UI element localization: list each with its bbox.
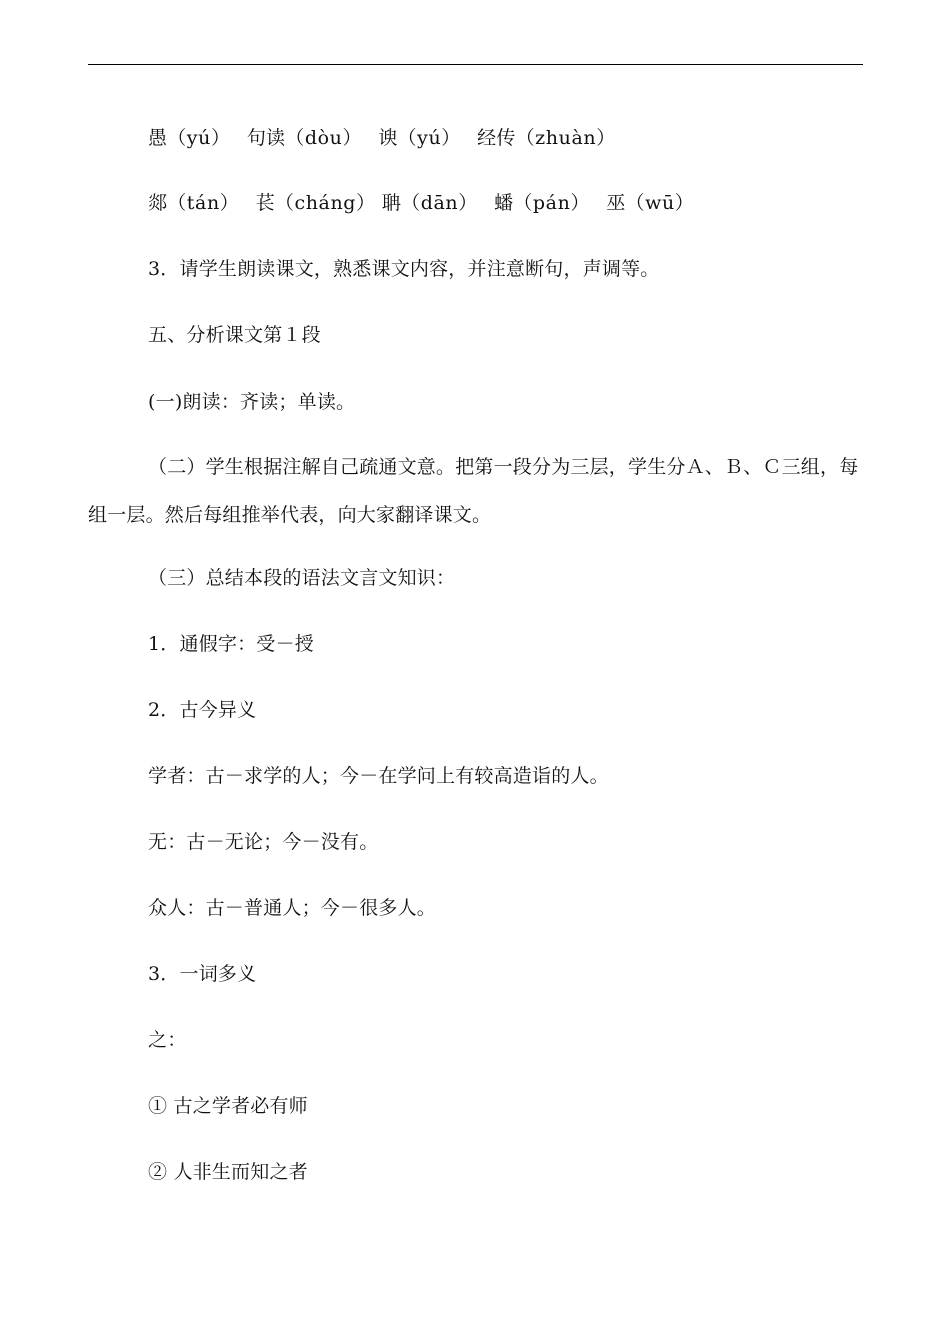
pinyin-item: 愚（yú）: [148, 127, 231, 149]
item-2-heading: 2．古今异义: [148, 699, 257, 721]
section-5-heading: 五、分析课文第１段: [148, 324, 321, 346]
pinyin-item: 郯（tán）: [148, 192, 240, 214]
part-3-heading: （三）总结本段的语法文言文知识：: [148, 567, 456, 589]
header-rule: [88, 64, 863, 65]
gujin-line-2: 无：古－无论；今－没有。: [148, 831, 379, 853]
part-2-paragraph: （二）学生根据注解自己疏通文意。把第一段分为三层，学生分Ａ、Ｂ、Ｃ三组，每组一层。然后每组推举代表，向大家翻译课文。: [88, 456, 859, 526]
item-1-text: 1．通假字：受－授: [148, 633, 314, 655]
gujin-line-3: 众人：古－普通人；今－很多人。: [148, 897, 437, 919]
zhi-example-2: ② 人非生而知之者: [148, 1161, 308, 1183]
pinyin-item: 经传（zhuàn）: [477, 127, 616, 149]
zhi-label: 之：: [148, 1029, 187, 1051]
pinyin-item: 句读（dòu）: [246, 127, 363, 149]
item-3-heading: 3．一词多义: [148, 963, 257, 985]
pinyin-item: 聃（dān）: [381, 192, 478, 214]
step-3-text: 3．请学生朗读课文，熟悉课文内容，并注意断句，声调等。: [148, 258, 660, 280]
part-1-text: (一)朗读：齐读；单读。: [148, 391, 356, 413]
pinyin-line-2: [148, 191, 694, 215]
zhi-example-1: ① 古之学者必有师: [148, 1095, 308, 1117]
pinyin-item: 巫（wū）: [606, 192, 695, 214]
gujin-line-1: 学者：古－求学的人；今－在学问上有较高造诣的人。: [148, 765, 609, 787]
pinyin-line-1: [148, 126, 616, 150]
pinyin-item: 苌（cháng）: [255, 192, 376, 214]
pinyin-item: 谀（yú）: [378, 127, 461, 149]
pinyin-item: 蟠（pán）: [494, 192, 591, 214]
